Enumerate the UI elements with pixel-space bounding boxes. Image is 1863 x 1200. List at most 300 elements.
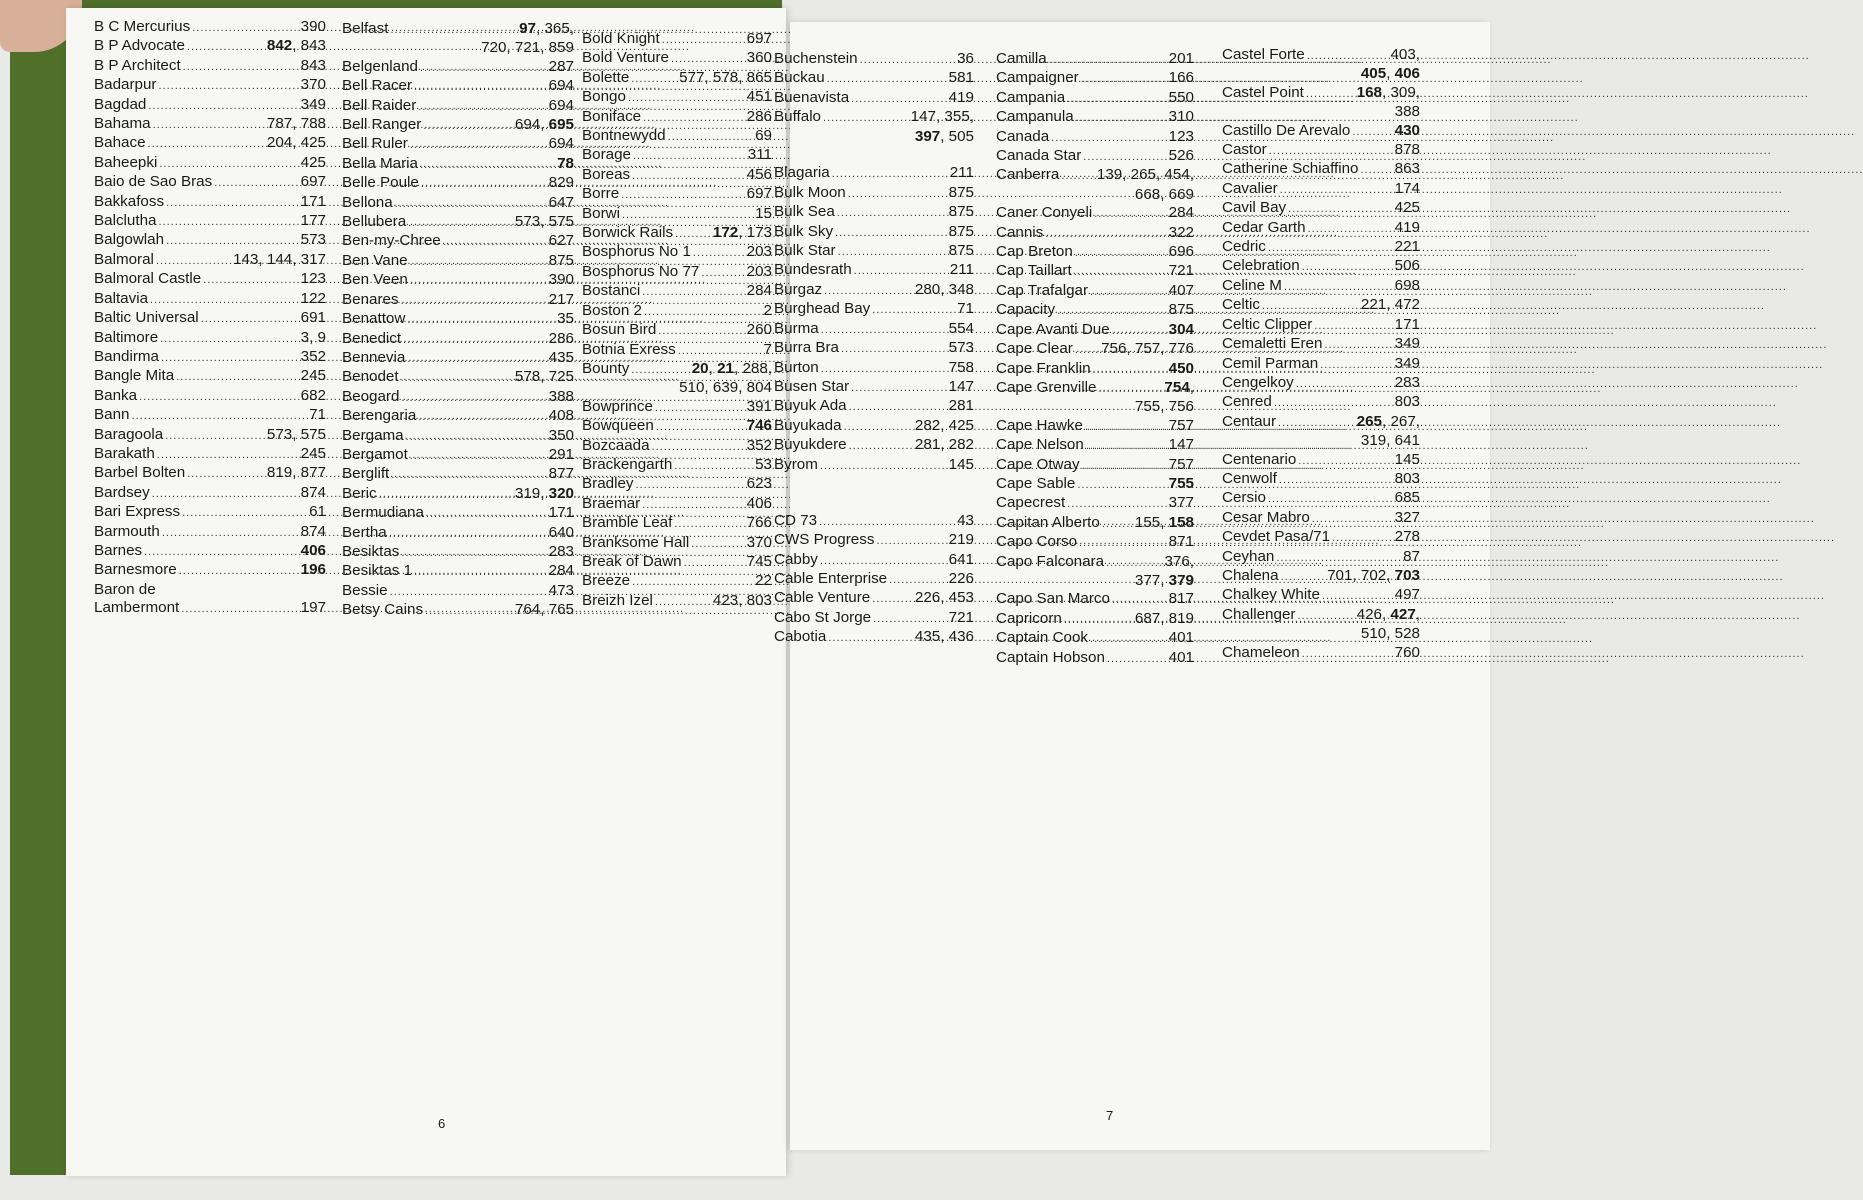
index-entry — [94, 251, 326, 270]
entry-name: Bramble Leaf — [582, 514, 673, 532]
entry-pages: 550 — [1168, 88, 1194, 106]
entry-pages: 803 — [1394, 393, 1420, 411]
index-entry — [774, 456, 974, 475]
dot-leader — [153, 116, 265, 134]
entry-pages: 286 — [548, 329, 574, 347]
dot-leader — [849, 398, 947, 416]
entry-pages: 196 — [300, 561, 326, 579]
index-entry — [582, 514, 772, 533]
entry-pages: 36 — [957, 50, 974, 67]
dot-leader — [1269, 142, 1393, 160]
dot-leader — [1075, 341, 1099, 359]
entry-pages: 349 — [300, 95, 326, 113]
dot-leader — [662, 31, 745, 49]
entry-pages: 878 — [1394, 141, 1420, 159]
dot-leader — [827, 70, 947, 88]
dot-leader — [841, 340, 947, 358]
entry-pages: 842, 843 — [266, 37, 326, 55]
dot-leader — [166, 232, 299, 250]
index-entry — [94, 115, 326, 134]
entry-name: Barakath — [94, 444, 155, 462]
entry-pages: 682 — [300, 386, 326, 404]
entry-name: Bangle Mita — [94, 367, 175, 385]
dot-leader — [1107, 650, 1167, 668]
entry-pages-continued: 510, 639, 804 — [679, 379, 772, 397]
index-entry — [996, 475, 1194, 494]
entry-name: Captain Cook — [996, 629, 1089, 647]
dot-leader — [156, 252, 231, 270]
index-entry — [774, 281, 974, 300]
entry-name: Celebration — [1222, 257, 1300, 275]
index-entry — [582, 475, 772, 494]
entry-pages: 171 — [548, 504, 574, 522]
entry-pages: 456 — [746, 165, 772, 183]
index-entry — [582, 108, 772, 127]
dot-leader — [655, 593, 711, 611]
dot-leader — [401, 369, 513, 387]
dot-leader — [176, 368, 298, 386]
entry-name: Bellubera — [342, 213, 407, 231]
entry-name: Buyukada — [774, 416, 842, 434]
index-entry — [342, 427, 574, 446]
index-entry — [996, 224, 1194, 243]
dot-leader — [148, 135, 265, 153]
dot-leader — [643, 109, 745, 127]
index-entry — [1222, 548, 1420, 567]
index-entry — [342, 213, 574, 232]
dot-leader — [628, 89, 745, 107]
dot-leader — [1314, 317, 1392, 335]
index-entry — [1222, 296, 1420, 315]
entry-pages: 327 — [1394, 508, 1420, 526]
entry-name: Breizh Izel — [582, 591, 653, 609]
entry-pages: 147 — [1168, 436, 1194, 454]
entry-pages: 226 — [948, 569, 974, 587]
index-entry — [996, 204, 1194, 223]
index-entry — [996, 89, 1194, 108]
dot-leader — [844, 418, 913, 436]
entry-pages: 278 — [1394, 528, 1420, 546]
index-entry — [342, 97, 574, 116]
entry-pages: 284 — [746, 282, 772, 300]
entry-pages: 473 — [548, 581, 574, 599]
dot-leader — [1094, 205, 1166, 223]
index-entry — [1222, 160, 1420, 179]
entry-name: Branksome Hall — [582, 533, 690, 551]
index-entry — [582, 398, 772, 417]
entry-name: Bermudiana — [342, 504, 424, 522]
entry-name: Barmouth — [94, 522, 160, 540]
index-entry — [342, 601, 574, 620]
entry-name: B P Architect — [94, 56, 181, 74]
dot-leader — [849, 437, 913, 455]
index-entry — [342, 388, 574, 407]
entry-pages: 43 — [957, 511, 974, 529]
entry-pages: 122 — [300, 289, 326, 307]
index-entry — [1222, 644, 1420, 663]
dot-leader — [1352, 123, 1392, 141]
dot-leader — [1322, 587, 1393, 605]
index-entry — [342, 446, 574, 465]
entry-pages-continued: 319, 641 — [1360, 432, 1420, 450]
entry-name: Cape Avanti Due — [996, 320, 1110, 338]
entry-name: Baragoola — [94, 425, 164, 443]
entry-pages: 166 — [1168, 69, 1194, 87]
entry-name: Capo Falconara — [996, 552, 1105, 570]
entry-name: Buenavista — [774, 88, 850, 106]
entry-pages: 291 — [548, 445, 574, 463]
dot-leader — [1077, 476, 1166, 494]
index-entry — [94, 329, 326, 348]
index-entry — [996, 301, 1194, 320]
entry-name: Beogard — [342, 387, 400, 405]
entry-name: Beric — [342, 484, 377, 502]
index-entry — [582, 224, 772, 243]
index-entry — [342, 116, 574, 135]
entry-name: Cedar Garth — [1222, 218, 1306, 236]
entry-pages: 217 — [548, 290, 574, 308]
entry-pages: 304 — [1168, 320, 1194, 338]
index-entry — [996, 553, 1194, 591]
entry-name: Bellona — [342, 193, 393, 211]
entry-name: Burghead Bay — [774, 300, 871, 318]
entry-pages: 284 — [1168, 204, 1194, 222]
dot-leader — [160, 330, 299, 348]
index-entry — [774, 609, 974, 628]
entry-name: Burgaz — [774, 280, 823, 298]
entry-pages: 687, 819 — [1134, 609, 1194, 627]
index-entry — [774, 551, 974, 570]
entry-pages: 450 — [1168, 359, 1194, 377]
entry-pages: 352 — [300, 347, 326, 365]
entry-pages: 15 — [755, 204, 772, 222]
index-entry — [582, 495, 772, 514]
entry-pages: 554 — [948, 319, 974, 337]
entry-name: Bozcaada — [582, 436, 650, 454]
entry-pages-continued: 755, 756 — [1134, 398, 1194, 416]
index-entry — [996, 321, 1194, 340]
index-entry — [996, 590, 1194, 609]
entry-pages: 177 — [300, 212, 326, 230]
index-column — [582, 30, 772, 611]
index-entry — [94, 173, 326, 192]
dot-leader — [832, 165, 948, 183]
entry-pages: 370 — [746, 533, 772, 551]
entry-pages: 201 — [1168, 50, 1194, 67]
dot-leader — [1098, 380, 1162, 398]
dot-leader — [1061, 167, 1095, 185]
entry-name: Break of Dawn — [582, 552, 682, 570]
dot-leader — [1278, 414, 1355, 432]
entry-name: Byrom — [774, 455, 818, 473]
entry-name: Ben Veen — [342, 271, 408, 289]
dot-leader — [674, 515, 744, 533]
entry-pages: 203 — [746, 243, 772, 261]
entry-pages: 390 — [548, 271, 574, 289]
entry-pages: 147 — [948, 377, 974, 395]
entry-name: Cenred — [1222, 393, 1272, 411]
entry-pages: 172, 173 — [712, 224, 772, 242]
entry-name: Belle Poule — [342, 174, 419, 192]
dot-leader — [821, 321, 947, 339]
index-entry — [94, 561, 326, 580]
entry-name: Cape Grenville — [996, 378, 1097, 396]
index-entry — [774, 531, 974, 550]
entry-pages: 497 — [1394, 586, 1420, 604]
index-entry — [774, 203, 974, 222]
index-entry — [1222, 470, 1420, 489]
entry-pages: 578, 725 — [514, 368, 574, 386]
index-entry — [94, 57, 326, 76]
entry-name: Bulk Moon — [774, 183, 846, 201]
entry-pages: 87 — [1403, 547, 1420, 565]
entry-name: Bell Ruler — [342, 135, 408, 153]
dot-leader — [631, 361, 689, 379]
entry-pages: 843 — [300, 56, 326, 74]
entry-name: Campaigner — [996, 69, 1079, 87]
entry-name: Captain Hobson — [996, 648, 1105, 666]
dot-leader — [214, 174, 298, 192]
entry-pages: 425 — [1394, 199, 1420, 217]
entry-pages: 406 — [300, 541, 326, 559]
entry-name: Bell Ranger — [342, 116, 422, 134]
index-entry — [996, 243, 1194, 262]
entry-name: Bradley — [582, 475, 634, 493]
dot-leader — [1051, 129, 1166, 147]
entry-pages: 758 — [948, 358, 974, 376]
entry-pages: 754, — [1164, 378, 1194, 396]
index-entry — [94, 464, 326, 483]
index-entry — [94, 76, 326, 95]
index-entry — [582, 88, 772, 107]
entry-name: Campanula — [996, 108, 1074, 126]
index-entry — [94, 37, 326, 56]
entry-name: Bari Express — [94, 503, 181, 521]
entry-pages: 877 — [548, 465, 574, 483]
entry-name: B C Mercurius — [94, 18, 191, 35]
dot-leader — [873, 610, 947, 628]
dot-leader — [1112, 322, 1167, 340]
index-entry — [1222, 180, 1420, 199]
entry-name: Cap Taillart — [996, 262, 1072, 280]
dot-leader — [828, 629, 913, 647]
entry-pages: 2 — [763, 301, 772, 319]
entry-pages: 419 — [1394, 218, 1420, 236]
index-entry — [1222, 567, 1420, 586]
entry-pages: 875 — [948, 183, 974, 201]
entry-name: Banka — [94, 386, 138, 404]
dot-leader — [379, 486, 513, 504]
dot-leader — [1298, 452, 1392, 470]
index-entry — [996, 533, 1194, 552]
dot-leader — [1067, 90, 1166, 108]
index-entry — [996, 340, 1194, 359]
dot-leader — [1281, 568, 1326, 586]
dot-leader — [182, 504, 307, 522]
dot-leader — [410, 136, 547, 154]
entry-pages: 697 — [746, 185, 772, 203]
entry-name: Cabotia — [774, 628, 827, 646]
index-entry — [1222, 219, 1420, 238]
dot-leader — [203, 271, 298, 289]
dot-leader — [876, 532, 946, 550]
dot-leader — [678, 342, 762, 360]
index-entry — [94, 348, 326, 367]
index-entry — [582, 417, 772, 436]
entry-name: Cabo St Jorge — [774, 608, 872, 626]
index-entry — [582, 341, 772, 360]
entry-name: Benodet — [342, 368, 399, 386]
entry-pages: 764, 765 — [514, 601, 574, 619]
entry-pages: 376, — [1164, 552, 1194, 570]
index-entry — [774, 164, 974, 183]
index-entry — [582, 263, 772, 282]
entry-pages: 221, 472 — [1360, 296, 1420, 314]
entry-pages: 577, 578, 865 — [679, 68, 772, 86]
entry-name: CWS Progress — [774, 531, 875, 549]
entry-name: Ben-my-Chree — [342, 232, 441, 250]
dot-leader — [420, 156, 555, 174]
dot-leader — [406, 428, 547, 446]
entry-name: B P Advocate — [94, 37, 185, 55]
dot-leader — [837, 204, 947, 222]
entry-pages: 171 — [1394, 315, 1420, 333]
dot-leader — [1090, 630, 1167, 648]
entry-pages: 322 — [1168, 223, 1194, 241]
entry-name: Cavil Bay — [1222, 199, 1287, 217]
index-entry — [1222, 413, 1420, 451]
index-entry — [996, 494, 1194, 513]
entry-pages: 408 — [548, 407, 574, 425]
entry-pages: 573 — [948, 339, 974, 357]
entry-name: Canberra — [996, 166, 1060, 184]
dot-leader — [851, 90, 947, 108]
dot-leader — [1086, 437, 1167, 455]
index-entry — [582, 534, 772, 553]
entry-name: Blagaria — [774, 164, 830, 182]
index-entry — [94, 523, 326, 542]
entry-pages: 756, 757, 776 — [1101, 340, 1194, 358]
index-entry — [1222, 257, 1420, 276]
dot-leader — [1302, 645, 1393, 663]
dot-leader — [656, 418, 745, 436]
entry-pages: 526 — [1168, 147, 1194, 165]
index-entry — [996, 417, 1194, 436]
dot-leader — [192, 19, 298, 37]
entry-name: Chalkey White — [1222, 586, 1320, 604]
entry-pages: 145 — [1394, 450, 1420, 468]
index-entry — [774, 378, 974, 397]
dot-leader — [403, 331, 547, 349]
dot-leader — [1320, 356, 1392, 374]
entry-pages: 435, 436 — [914, 628, 974, 646]
index-entry — [774, 108, 974, 146]
entry-pages: 641 — [948, 550, 974, 568]
dot-leader — [401, 389, 546, 407]
index-entry — [774, 436, 974, 455]
dot-leader — [1112, 591, 1167, 609]
entry-pages: 401 — [1168, 629, 1194, 647]
index-entry — [582, 456, 772, 475]
entry-pages: 425 — [300, 153, 326, 171]
entry-pages: 401 — [1168, 648, 1194, 666]
entry-name: Borre — [582, 185, 620, 203]
index-entry — [582, 243, 772, 262]
entry-pages: 203 — [746, 262, 772, 280]
entry-name: Bostanci — [582, 282, 641, 300]
entry-name: Castel Point — [1222, 83, 1304, 101]
index-entry — [94, 445, 326, 464]
entry-pages: 721 — [1168, 262, 1194, 280]
entry-name: Bounty — [582, 359, 630, 377]
entry-pages: 245 — [300, 367, 326, 385]
index-entry — [342, 330, 574, 349]
entry-name: Bagdad — [94, 95, 147, 113]
entry-name: Bowqueen — [582, 417, 654, 435]
entry-pages: 377 — [1168, 494, 1194, 512]
dot-leader — [1082, 457, 1167, 475]
index-entry — [582, 572, 772, 591]
entry-name: Bardsey — [94, 483, 150, 501]
entry-pages: 145 — [948, 455, 974, 473]
index-entry — [996, 262, 1194, 281]
dot-leader — [631, 70, 677, 88]
dot-leader — [401, 544, 546, 562]
entry-pages: 360 — [746, 49, 772, 67]
dot-leader — [421, 175, 547, 193]
entry-pages: 875 — [948, 222, 974, 240]
entry-pages: 875 — [548, 251, 574, 269]
dot-leader — [644, 303, 762, 321]
dot-leader — [1307, 47, 1389, 65]
entry-name: Besiktas 1 — [342, 562, 413, 580]
index-entry — [1222, 238, 1420, 257]
entry-name: Berengaria — [342, 407, 417, 425]
entry-pages: 803 — [1394, 469, 1420, 487]
entry-name: Brackengarth — [582, 455, 673, 473]
index-entry — [94, 484, 326, 503]
entry-pages: 573, 575 — [266, 425, 326, 443]
index-entry — [342, 271, 574, 290]
index-entry — [1222, 509, 1420, 528]
entry-name: Bundesrath — [774, 261, 852, 279]
entry-pages: 349 — [1394, 335, 1420, 353]
entry-pages: 696 — [1168, 243, 1194, 261]
index-entry — [774, 223, 974, 242]
index-entry — [342, 77, 574, 96]
entry-pages: 419 — [948, 88, 974, 106]
index-entry — [94, 96, 326, 115]
dot-leader — [1083, 148, 1166, 166]
dot-leader — [1324, 336, 1392, 354]
entry-name: Canada Star — [996, 147, 1082, 165]
dot-leader — [1361, 161, 1393, 179]
index-entry — [342, 135, 574, 154]
entry-pages: 61 — [309, 503, 326, 521]
dot-leader — [820, 457, 947, 475]
entry-pages: 406 — [746, 494, 772, 512]
entry-name: Canada — [996, 127, 1050, 145]
index-entry — [342, 582, 574, 601]
dot-leader — [407, 311, 555, 329]
index-entry — [342, 465, 574, 484]
index-entry — [774, 589, 974, 608]
index-entry — [774, 320, 974, 339]
dot-leader — [1268, 490, 1393, 508]
index-entry — [996, 649, 1194, 668]
index-entry — [94, 270, 326, 289]
entry-name: Buyuk Ada — [774, 397, 847, 415]
